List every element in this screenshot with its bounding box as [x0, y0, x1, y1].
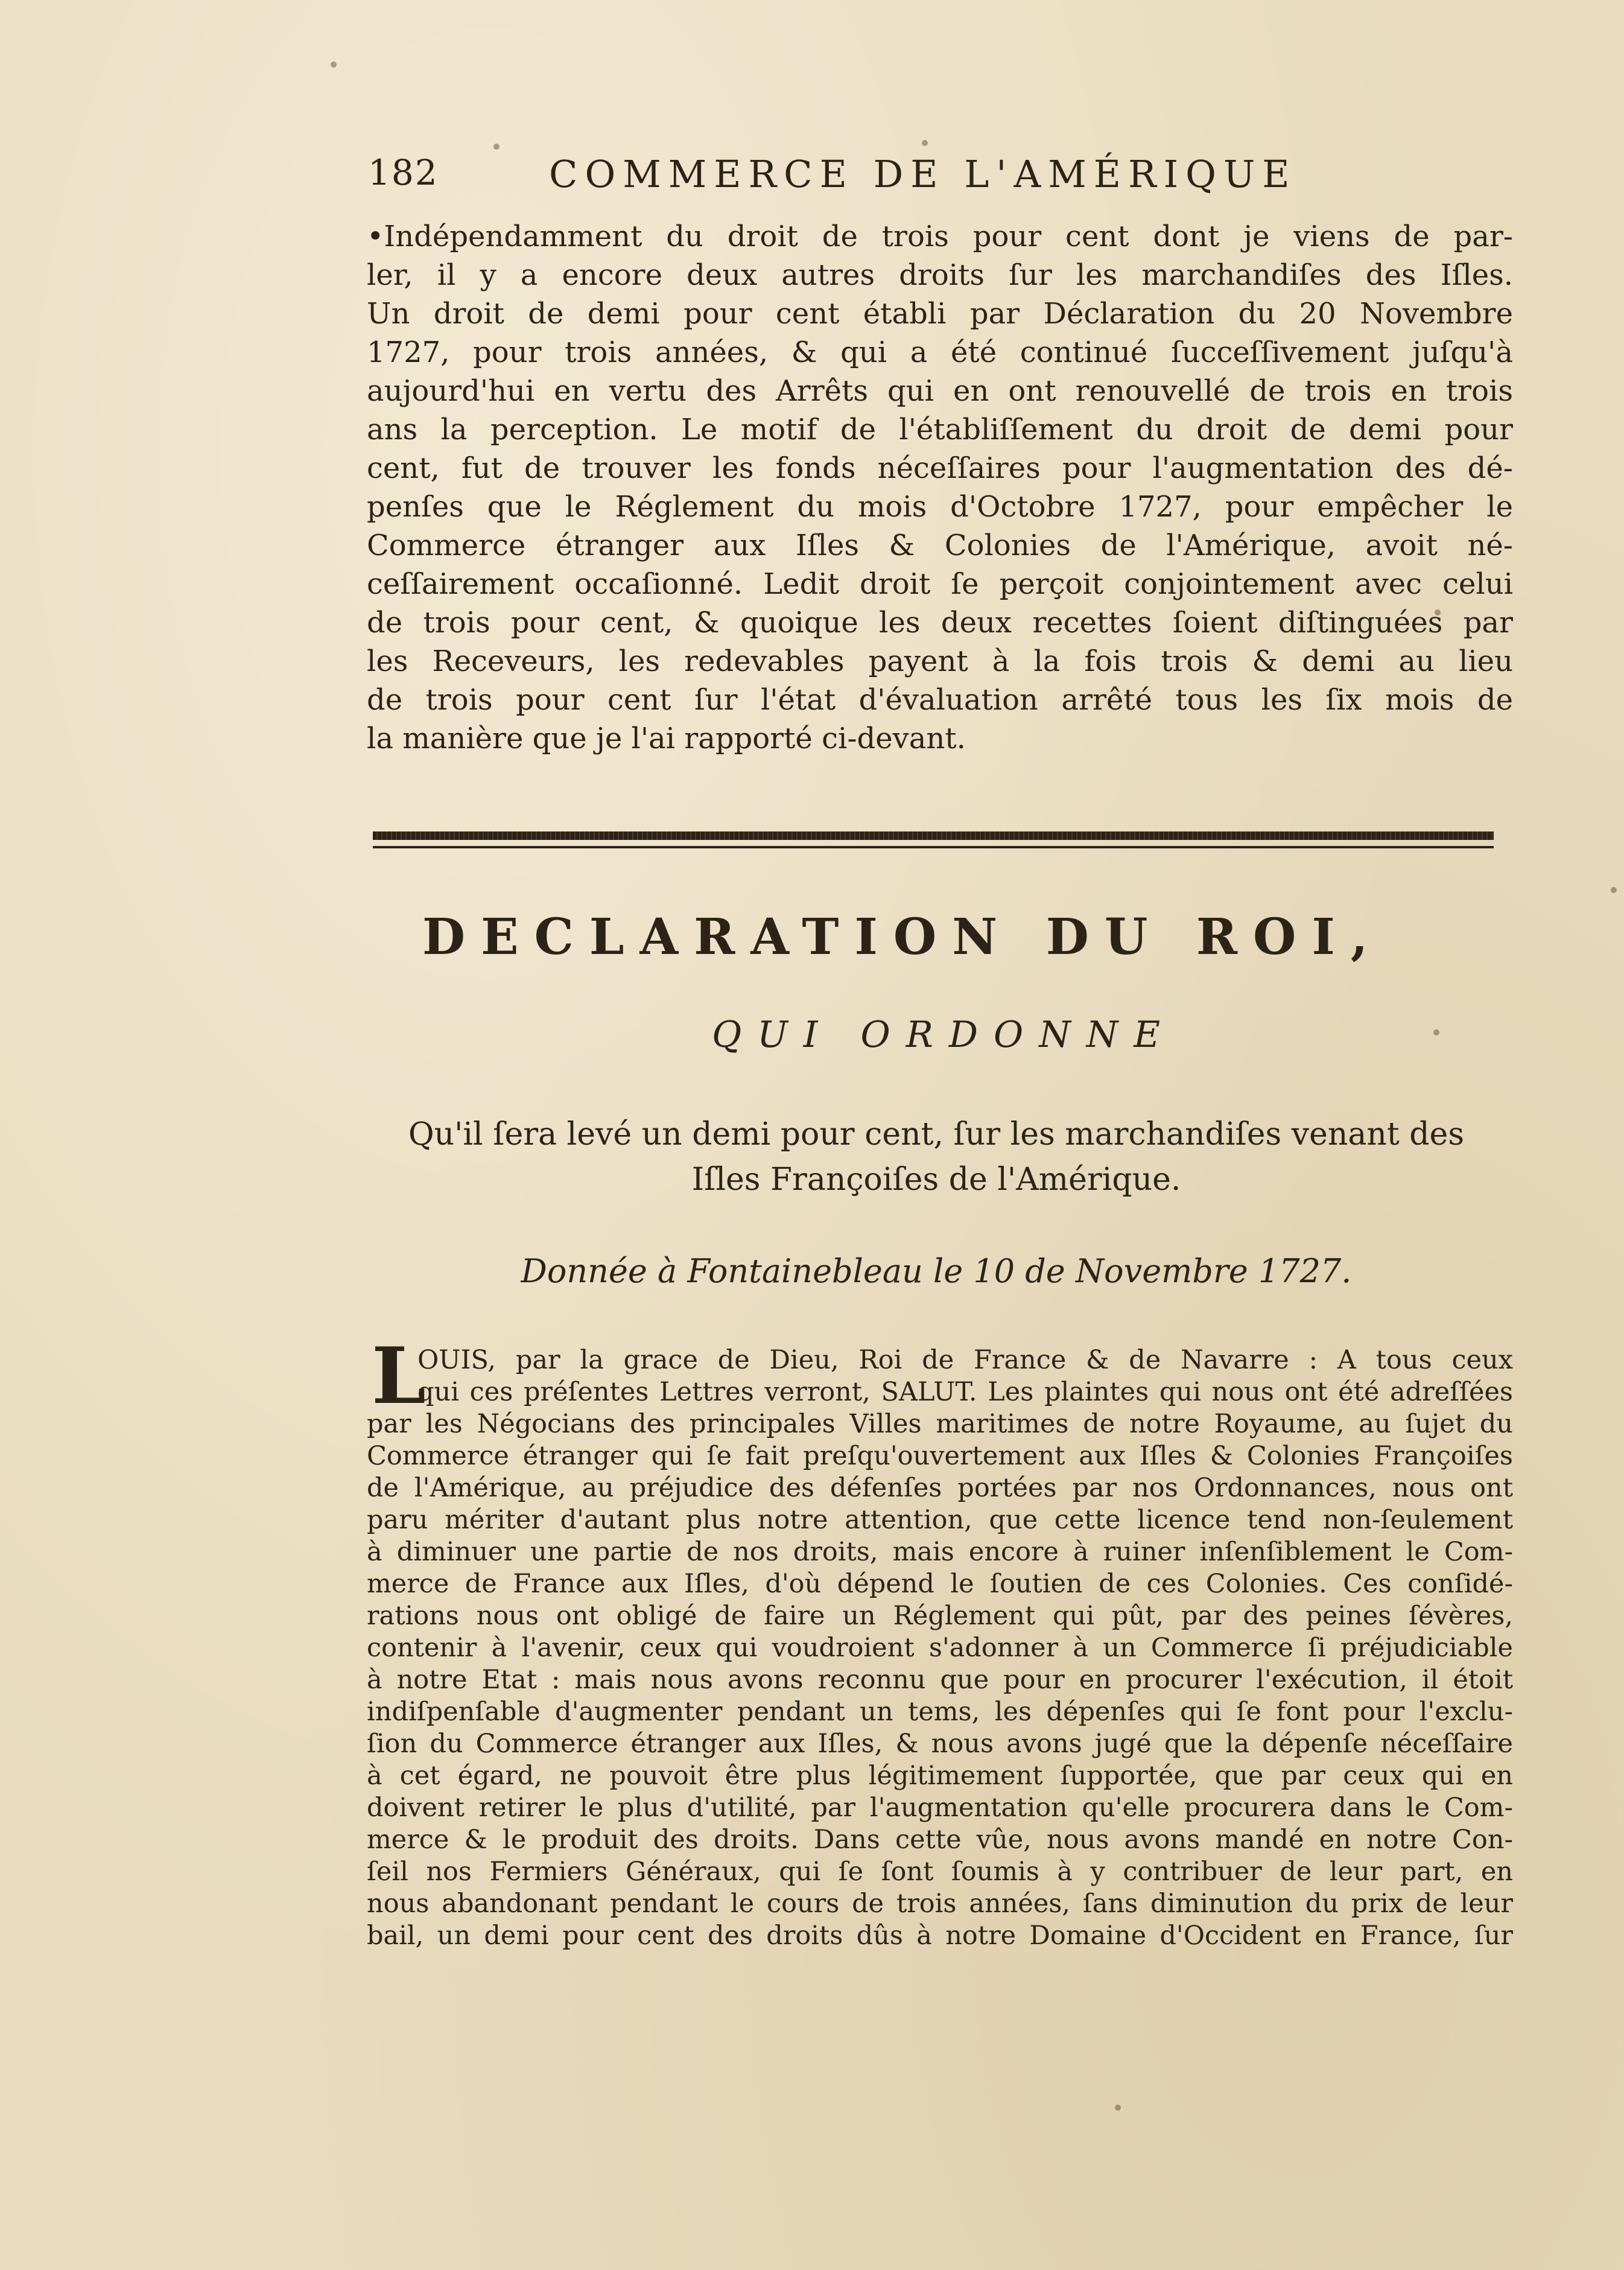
- text-line: de trois pour cent ſur l'état d'évaluation arrêté tous les ſix mois de: [367, 683, 1513, 717]
- page-number: 182: [368, 152, 439, 193]
- declaration-summary-line: Qu'il ſera levé un demi pour cent, ſur les marchandiſes venant des: [408, 1116, 1465, 1152]
- text-line: nous abandonant pendant le cours de trois années, ſans diminution du prix de leur: [367, 1889, 1513, 1919]
- paper-spot: [1611, 887, 1617, 893]
- text-line: rations nous ont obligé de faire un Réglement qui pût, par des peines ſévères,: [367, 1601, 1513, 1631]
- text-line: OUIS, par la grace de Dieu, Roi de France & de Navarre : A tous ceux: [417, 1345, 1513, 1375]
- ornamental-rule: [373, 831, 1494, 853]
- text-line: ſion du Commerce étranger aux Iſles, & nous avons jugé que la dépenſe néceſſaire: [367, 1729, 1513, 1759]
- text-line: par les Négocians des principales Villes maritimes de notre Royaume, au ſujet du: [367, 1409, 1513, 1439]
- text-line: qui ces préſentes Lettres verront, SALUT. Les plaintes qui nous ont été adreſſées: [417, 1377, 1513, 1407]
- drop-cap-letter: L: [372, 1331, 426, 1422]
- paper-spot: [493, 144, 500, 150]
- royal-text: [367, 1331, 1513, 1952]
- text-line: de l'Amérique, au préjudice des défenſes portées par nos Ordonnances, nous ont: [367, 1473, 1513, 1503]
- text-line: Commerce étranger aux Iſles & Colonies de l'Amérique, avoit né-: [367, 529, 1513, 562]
- paper-spot: [1115, 2105, 1121, 2111]
- text-line: •Indépendamment du droit de trois pour cent dont je viens de par-: [367, 220, 1513, 253]
- text-line: les Receveurs, les redevables payent à la fois trois & demi au lieu: [367, 644, 1513, 678]
- text-line: à diminuer une partie de nos droits, mais encore à ruiner inſenſiblement le Com-: [367, 1537, 1513, 1567]
- text-line: Un droit de demi pour cent établi par Déclaration du 20 Novembre: [367, 297, 1513, 331]
- running-title: COMMERCE DE L'AMÉRIQUE: [549, 152, 1297, 196]
- declaration-date: Donnée à Fontainebleau le 10 de Novembre 1727.: [521, 1252, 1352, 1290]
- declaration-subtitle: QUI ORDONNE: [712, 1014, 1176, 1056]
- text-line: penſes que le Réglement du mois d'Octobre 1727, pour empêcher le: [367, 490, 1513, 524]
- text-line: merce de France aux Iſles, d'où dépend le ſoutien de ces Colonies. Ces conſidé-: [367, 1569, 1513, 1599]
- text-line: bail, un demi pour cent des droits dûs à notre Domaine d'Occident en France, ſur: [367, 1921, 1513, 1951]
- body-paragraph: [367, 217, 1513, 758]
- declaration-title: DECLARATION DU ROI,: [422, 908, 1384, 966]
- text-line: ler, il y a encore deux autres droits ſur les marchandiſes des Iſles.: [367, 258, 1513, 292]
- text-line: de trois pour cent, & quoique les deux recettes ſoient diſtinguées par: [367, 606, 1513, 640]
- text-line: contenir à l'avenir, ceux qui voudroient s'adonner à un Commerce ſi préjudiciable: [367, 1633, 1513, 1663]
- text-line: Commerce étranger qui ſe fait preſqu'ouvertement aux Iſles & Colonies Françoiſes: [367, 1441, 1513, 1471]
- paper-spot: [331, 62, 337, 68]
- page-header: [368, 152, 1363, 200]
- text-line: paru mériter d'autant plus notre attention, que cette licence tend non-ſeulement: [367, 1505, 1513, 1535]
- text-line: cent, fut de trouver les fonds néceſſaires pour l'augmentation des dé-: [367, 451, 1513, 485]
- paper-spot: [1433, 1029, 1439, 1035]
- text-line: 1727, pour trois années, & qui a été continué ſucceſſivement juſqu'à: [367, 335, 1513, 369]
- text-line: ſeil nos Fermiers Généraux, qui ſe ſont ſoumis à y contribuer de leur part, en: [367, 1857, 1513, 1887]
- text-line: la manière que je l'ai rapporté ci-devant.: [367, 722, 966, 755]
- rule-thick-band: [373, 831, 1494, 840]
- rule-thin-line: [373, 846, 1494, 848]
- text-line: à notre Etat : mais nous avons reconnu que pour en procurer l'exécution, il étoit: [367, 1665, 1513, 1695]
- paper-spot: [922, 140, 928, 146]
- text-line: merce & le produit des droits. Dans cette vûe, nous avons mandé en notre Con-: [367, 1825, 1513, 1855]
- text-line: indiſpenſable d'augmenter pendant un tems, les dépenſes qui ſe font pour l'exclu-: [367, 1697, 1513, 1727]
- text-line: à cet égard, ne pouvoit être plus légitimement ſupportée, que par ceux qui en: [367, 1761, 1513, 1791]
- text-line: doivent retirer le plus d'utilité, par l'augmentation qu'elle procurera dans le Com-: [367, 1793, 1513, 1823]
- text-line: ans la perception. Le motif de l'établiſſement du droit de demi pour: [367, 413, 1513, 447]
- declaration-summary-line: Iſles Françoiſes de l'Amérique.: [691, 1162, 1181, 1198]
- text-line: ceſſairement occaſionné. Ledit droit ſe perçoit conjointement avec celui: [367, 567, 1513, 601]
- text-line: aujourd'hui en vertu des Arrêts qui en ont renouvellé de trois en trois: [367, 374, 1513, 408]
